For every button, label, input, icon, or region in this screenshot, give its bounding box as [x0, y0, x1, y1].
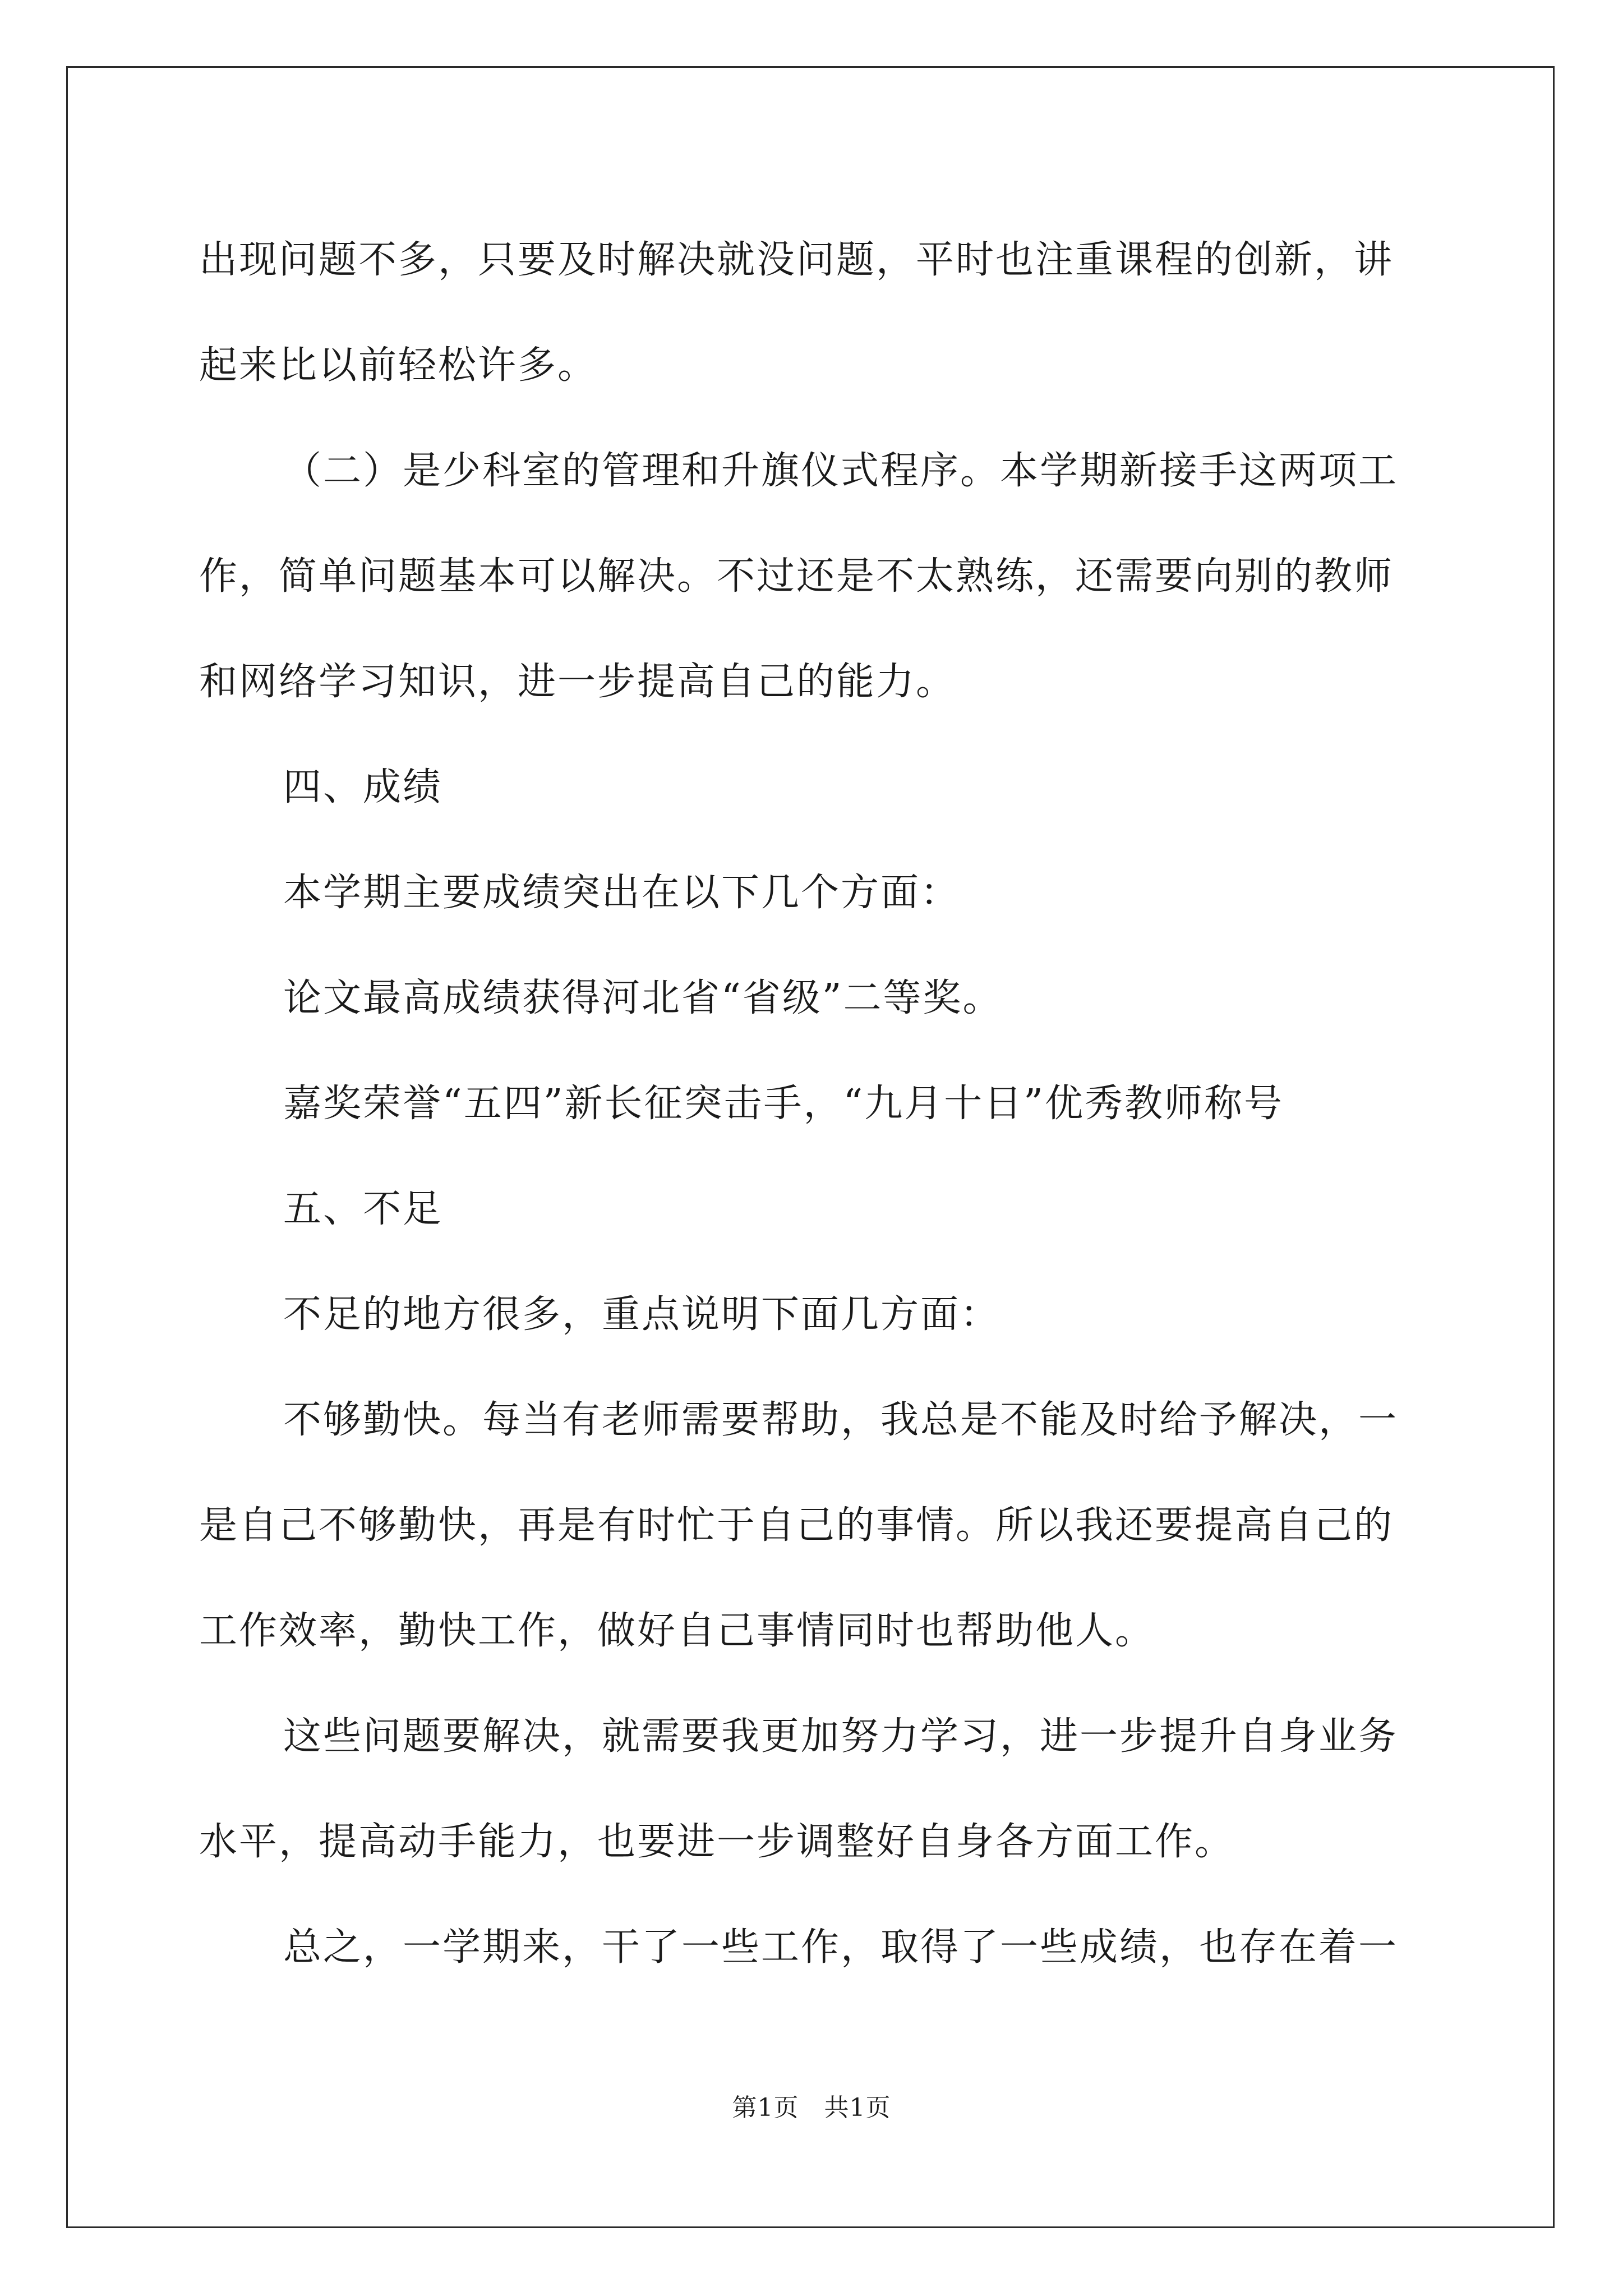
text-line: 是自己不够勤快，再是有时忙于自己的事情。所以我还要提高自己的	[199, 1503, 1394, 1548]
text-line: 本学期主要成绩突出在以下几个方面：	[283, 871, 961, 915]
text-line: 这些问题要解决，就需要我更加努力学习，进一步提升自身业务	[283, 1714, 1399, 1759]
text-line: 不足的地方很多，重点说明下面几方面：	[283, 1292, 1000, 1337]
page-number-footer: 第1页 共1页	[732, 2093, 891, 2122]
text-line: 总之，一学期来，干了一些工作，取得了一些成绩，也存在着一	[283, 1925, 1399, 1970]
text-line: 工作效率，勤快工作，做好自己事情同时也帮助他人。	[199, 1609, 1155, 1653]
text-line: 作，简单问题基本可以解决。不过还是不太熟练，还需要向别的教师	[199, 554, 1394, 599]
document-body	[199, 208, 1433, 2000]
text-line: 起来比以前轻松许多。	[199, 343, 598, 388]
text-line: 和网络学习知识，进一步提高自己的能力。	[199, 660, 956, 704]
text-line: 不够勤快。每当有老师需要帮助，我总是不能及时给予解决，一	[283, 1398, 1399, 1442]
text-line: 嘉奖荣誉“五四”新长征突击手，“九月十日”优秀教师称号	[283, 1082, 1284, 1126]
section-heading: 四、成绩	[283, 765, 443, 809]
text-line: 水平，提高动手能力，也要进一步调整好自身各方面工作。	[199, 1820, 1235, 1864]
text-line: 出现问题不多，只要及时解决就没问题，平时也注重课程的创新，讲	[199, 238, 1394, 282]
text-line: 论文最高成绩获得河北省“省级”二等奖。	[283, 976, 1003, 1020]
text-line: （二）是少科室的管理和升旗仪式程序。本学期新接手这两项工	[283, 449, 1399, 493]
section-heading: 五、不足	[283, 1187, 443, 1231]
